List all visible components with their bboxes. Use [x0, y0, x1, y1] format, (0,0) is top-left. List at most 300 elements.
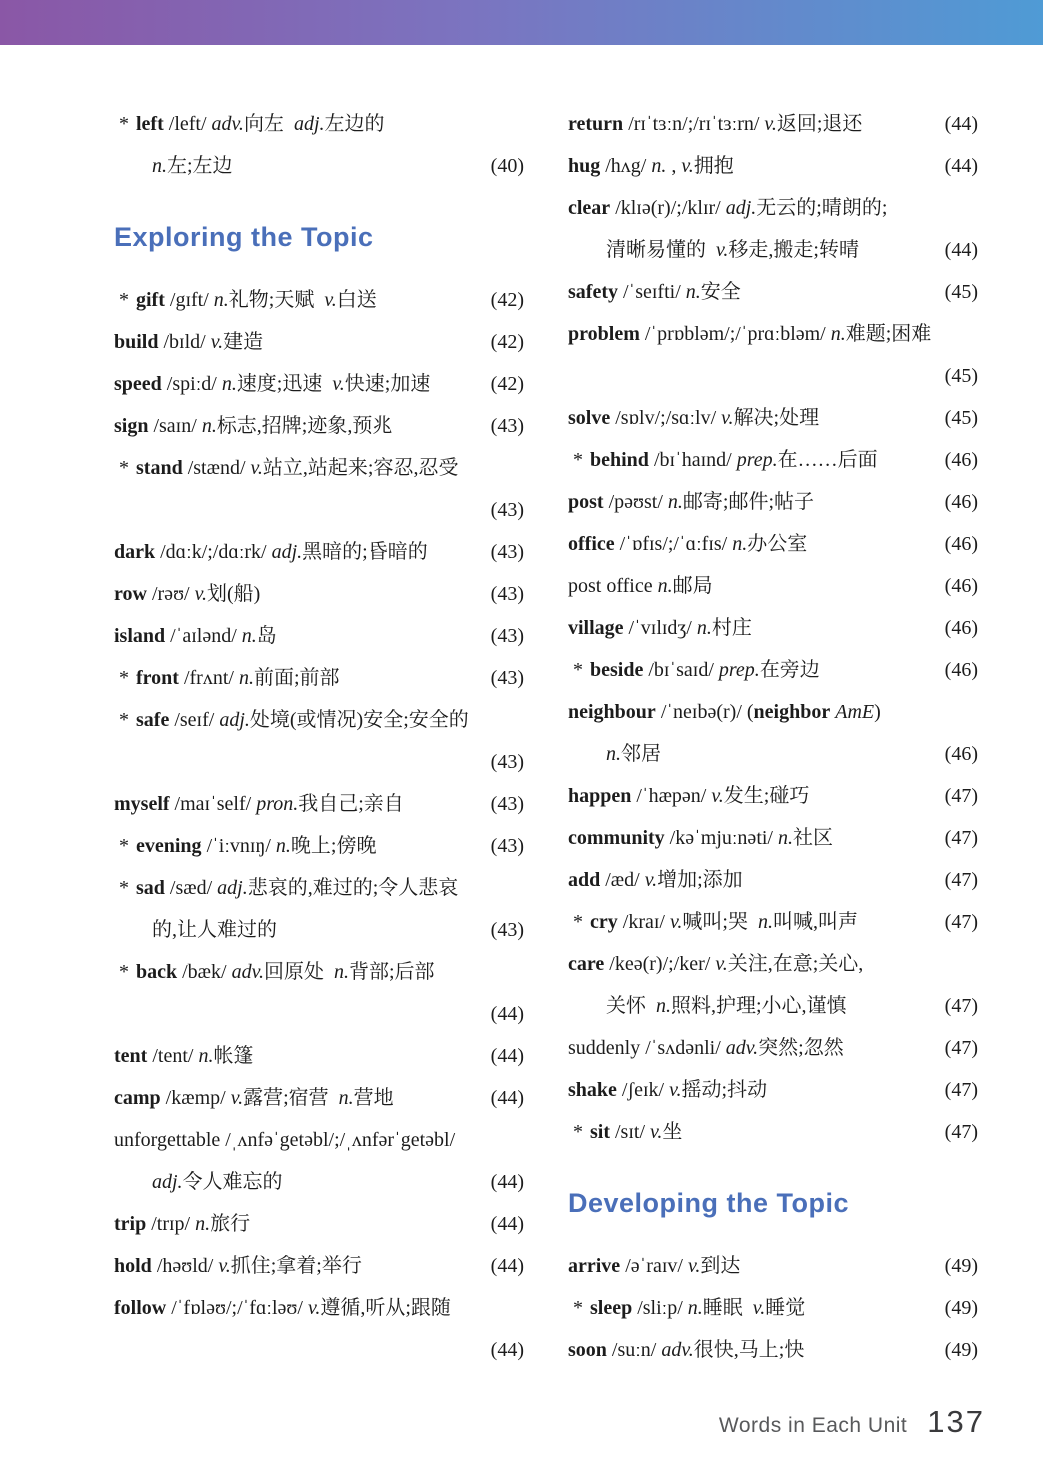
- text-segment: safety: [568, 281, 618, 303]
- entry-text: [573, 439, 878, 481]
- text-segment: /ˈneɪbə(r)/ (: [655, 701, 754, 723]
- text-segment: sit: [590, 1121, 610, 1143]
- text-segment: problem: [568, 323, 640, 345]
- entry-text: [152, 145, 233, 187]
- text-segment: 睡觉: [765, 1297, 806, 1319]
- text-segment: v.: [324, 289, 337, 311]
- entry-text: [568, 1329, 804, 1371]
- vocab-entry-office: [568, 523, 978, 565]
- text-segment: v.: [715, 953, 728, 975]
- text-segment: v.: [669, 1079, 682, 1101]
- text-segment: v.: [650, 1121, 663, 1143]
- text-segment: 划(船): [207, 583, 261, 605]
- text-segment: 解决;处理: [733, 407, 820, 429]
- vocabulary-content: [114, 103, 1043, 1371]
- text-segment: n.: [338, 1087, 354, 1109]
- text-segment: row: [114, 583, 147, 605]
- text-segment: hold: [114, 1255, 152, 1277]
- text-segment: n.: [651, 155, 667, 177]
- entry-line: [114, 573, 524, 615]
- entry-text: [114, 1119, 455, 1161]
- entry-line: [568, 187, 978, 229]
- page-ref: (43): [490, 625, 524, 647]
- vocab-entry-shake: [568, 1069, 978, 1111]
- text-segment: follow: [114, 1297, 167, 1319]
- text-segment: v.: [681, 155, 694, 177]
- text-segment: /ˈvɪlɪdʒ/: [623, 617, 697, 639]
- page-ref: (44): [490, 1045, 524, 1067]
- entry-line: [114, 489, 524, 531]
- entry-line: [568, 103, 978, 145]
- text-segment: 站立,站起来;容忍,忍受: [262, 457, 459, 479]
- text-segment: v.: [210, 331, 224, 353]
- page-ref: (46): [944, 743, 978, 765]
- star-marker: *: [573, 1121, 588, 1143]
- star-marker: *: [573, 659, 588, 681]
- vocab-entry-sign: [114, 405, 524, 447]
- page-ref: (47): [944, 1079, 978, 1101]
- text-segment: 快速;加速: [344, 373, 431, 395]
- entry-text: [114, 405, 392, 447]
- page-ref: (43): [490, 541, 524, 563]
- page-ref: (44): [490, 1339, 524, 1361]
- text-segment: care: [568, 953, 605, 975]
- vocab-entry-row: [114, 573, 524, 615]
- entry-text: [114, 531, 428, 573]
- text-segment: /ˈiːvnɪŋ/: [201, 835, 276, 857]
- text-segment: 增加;添加: [657, 869, 743, 891]
- text-segment: AmE: [835, 701, 875, 723]
- text-segment: /saɪn/: [148, 415, 202, 437]
- page-ref: (40): [490, 155, 524, 177]
- entry-line: [568, 1245, 978, 1287]
- entry-text: [568, 943, 863, 985]
- entry-line: [114, 1329, 524, 1371]
- entry-text: [114, 1203, 250, 1245]
- text-segment: n.: [201, 415, 217, 437]
- text-segment: clear: [568, 197, 611, 219]
- page-ref: (43): [490, 499, 524, 521]
- text-segment: 返回;退还: [776, 113, 863, 135]
- page-ref: (42): [490, 373, 524, 395]
- text-segment: arrive: [568, 1255, 621, 1277]
- text-segment: /ˈhæpən/: [631, 785, 712, 807]
- text-segment: /həʊld/: [151, 1255, 219, 1277]
- section-heading: Developing the Topic: [568, 1188, 850, 1218]
- page-footer: [719, 1404, 985, 1440]
- page-ref: (47): [944, 1037, 978, 1059]
- entry-line: [568, 985, 978, 1027]
- text-segment: 岛: [256, 625, 277, 647]
- text-segment: v.: [711, 785, 724, 807]
- text-segment: adj.: [725, 197, 757, 219]
- vocab-entry-suddenly: [568, 1027, 978, 1069]
- entry-line: [568, 901, 978, 943]
- entry-text: [568, 1027, 844, 1069]
- text-segment: /hʌg/: [600, 155, 652, 177]
- text-segment: /tent/: [147, 1045, 199, 1067]
- text-segment: community: [568, 827, 665, 849]
- entry-line: [114, 783, 524, 825]
- text-segment: 白送: [336, 289, 377, 311]
- page-ref: (44): [944, 113, 978, 135]
- text-segment: 突然;忽然: [758, 1037, 844, 1059]
- text-segment: /sɒlv/;/sɑːlv/: [610, 407, 722, 429]
- entry-line: [114, 321, 524, 363]
- entry-line: [568, 775, 978, 817]
- text-segment: adv.: [231, 961, 264, 983]
- text-segment: /stænd/: [182, 457, 251, 479]
- entry-line: [568, 1111, 978, 1153]
- entry-text: [119, 279, 377, 321]
- text-segment: 村庄: [711, 617, 752, 639]
- text-segment: 发生;碰巧: [723, 785, 810, 807]
- vocab-entry-happen: [568, 775, 978, 817]
- entry-text: [606, 985, 847, 1027]
- text-segment: 背部;后部: [348, 961, 435, 983]
- text-segment: adj.: [293, 113, 325, 135]
- text-segment: /rəʊ/: [146, 583, 195, 605]
- entry-line: [568, 733, 978, 775]
- entry-text: [568, 859, 743, 901]
- star-marker: *: [573, 449, 588, 471]
- text-segment: n.: [657, 575, 673, 597]
- text-segment: 关注,在意;关心,: [727, 953, 864, 975]
- vocab-entry-add: [568, 859, 978, 901]
- text-segment: 关怀: [606, 995, 656, 1017]
- page-ref: (46): [944, 659, 978, 681]
- page-ref: (49): [944, 1297, 978, 1319]
- entry-line: [114, 531, 524, 573]
- text-segment: /ˈseɪfti/: [617, 281, 686, 303]
- text-segment: n.: [685, 281, 701, 303]
- vocab-entry-sit: [568, 1111, 978, 1153]
- entry-text: [152, 909, 277, 951]
- entry-text: [568, 1069, 767, 1111]
- page-ref: (46): [944, 491, 978, 513]
- text-segment: 我自己;亲自: [298, 793, 404, 815]
- text-segment: ,: [666, 155, 682, 177]
- entry-line: [568, 229, 978, 271]
- vocab-entry-sleep: [568, 1287, 978, 1329]
- page-number: 137: [927, 1404, 985, 1439]
- entry-line: [114, 145, 524, 187]
- text-segment: shake: [568, 1079, 617, 1101]
- text-segment: 拥抱: [693, 155, 734, 177]
- text-segment: /klɪə(r)/;/klɪr/: [610, 197, 726, 219]
- text-segment: 在旁边: [759, 659, 820, 681]
- text-segment: 摇动;抖动: [681, 1079, 768, 1101]
- text-segment: n.: [830, 323, 846, 345]
- entry-line: [114, 1077, 524, 1119]
- text-segment: n.: [606, 743, 621, 765]
- page-ref: (47): [944, 1121, 978, 1143]
- text-segment: /bɪˈhaɪnd/: [648, 449, 737, 471]
- vocab-entry-speed: [114, 363, 524, 405]
- page-ref: (43): [490, 793, 524, 815]
- text-segment: sign: [114, 415, 149, 437]
- vocab-entry-follow: [114, 1287, 524, 1371]
- text-segment: n.: [333, 961, 349, 983]
- page-ref: (44): [490, 1171, 524, 1193]
- text-segment: /sæd/: [164, 877, 218, 899]
- entry-text: [568, 397, 819, 439]
- entry-line: [568, 817, 978, 859]
- vocab-entry-problem: [568, 313, 978, 397]
- entry-text: [568, 145, 734, 187]
- text-segment: 叫喊,叫声: [772, 911, 858, 933]
- page-ref: (46): [944, 575, 978, 597]
- text-segment: /kæmp/: [160, 1087, 231, 1109]
- text-segment: /bɪˈsaɪd/: [643, 659, 719, 681]
- text-segment: v.: [721, 407, 734, 429]
- top-gradient-bar: [0, 0, 1043, 45]
- text-segment: 到达: [700, 1255, 741, 1277]
- text-segment: v.: [218, 1255, 231, 1277]
- entry-text: [114, 1287, 451, 1329]
- vocab-entry-back: [114, 951, 524, 1035]
- entry-line: [568, 439, 978, 481]
- vocab-entry-camp: [114, 1077, 524, 1119]
- entry-line: [568, 397, 978, 439]
- entry-text: [119, 825, 376, 867]
- text-segment: sleep: [590, 1297, 633, 1319]
- text-segment: /ˈprɒbləm/;/ˈprɑːbləm/: [639, 323, 831, 345]
- text-segment: v.: [764, 113, 777, 135]
- star-marker: *: [119, 113, 134, 135]
- text-segment: /æd/: [600, 869, 645, 891]
- text-segment: 办公室: [747, 533, 808, 555]
- entry-text: [119, 447, 458, 489]
- page-ref: (44): [490, 1087, 524, 1109]
- text-segment: 左;左边: [167, 155, 233, 177]
- text-segment: 在……后面: [777, 449, 878, 471]
- text-segment: 清晰易懂的: [606, 239, 716, 261]
- page-ref: (43): [490, 667, 524, 689]
- text-segment: /dɑːk/;/dɑːrk/: [155, 541, 272, 563]
- text-segment: adj.: [217, 877, 248, 899]
- text-segment: v.: [752, 1297, 766, 1319]
- entry-text: [114, 1035, 253, 1077]
- text-segment: /rɪˈtɜːn/;/rɪˈtɜːrn/: [623, 113, 765, 135]
- entry-line: [114, 615, 524, 657]
- entry-line: [114, 447, 524, 489]
- text-segment: 前面;前部: [253, 667, 340, 689]
- entry-line: [114, 405, 524, 447]
- entry-line: [568, 355, 978, 397]
- text-segment: 邮局: [672, 575, 713, 597]
- vocab-entry-island: [114, 615, 524, 657]
- page-ref: (47): [944, 827, 978, 849]
- page-ref: (45): [944, 365, 978, 387]
- text-segment: /left/: [163, 113, 212, 135]
- page-ref: (46): [944, 449, 978, 471]
- text-segment: 难题;困难: [845, 323, 932, 345]
- vocab-entry-return: [568, 103, 978, 145]
- entry-text: [568, 775, 809, 817]
- text-segment: /frʌnt/: [178, 667, 239, 689]
- page-ref: (44): [944, 239, 978, 261]
- vocab-entry-beside: [568, 649, 978, 691]
- page-ref: (44): [944, 155, 978, 177]
- page-ref: (44): [490, 1213, 524, 1235]
- entry-text: [114, 783, 404, 825]
- text-segment: safe: [136, 709, 170, 731]
- text-segment: v.: [194, 583, 208, 605]
- text-segment: 晚上;傍晚: [290, 835, 377, 857]
- entry-text: [568, 1245, 740, 1287]
- star-marker: *: [573, 911, 588, 933]
- text-segment: back: [136, 961, 178, 983]
- text-segment: office: [568, 533, 615, 555]
- entry-line: [114, 657, 524, 699]
- vocab-entry-trip: [114, 1203, 524, 1245]
- text-segment: ): [874, 701, 881, 723]
- entry-line: [114, 867, 524, 909]
- text-segment: 礼物;天赋: [228, 289, 325, 311]
- page-ref: (44): [490, 1255, 524, 1277]
- entry-line: [568, 607, 978, 649]
- text-segment: n.: [687, 1297, 703, 1319]
- entry-text: [568, 565, 713, 607]
- text-segment: 速度;迅速: [236, 373, 333, 395]
- text-segment: 社区: [792, 827, 833, 849]
- star-marker: *: [119, 667, 134, 689]
- star-marker: *: [573, 1297, 588, 1319]
- entry-line: [568, 145, 978, 187]
- text-segment: 很快,马上;快: [693, 1339, 805, 1361]
- text-segment: n.: [656, 995, 671, 1017]
- entry-text: [119, 867, 458, 909]
- entry-line: [114, 993, 524, 1035]
- text-segment: n.: [241, 625, 257, 647]
- vocab-entry-village: [568, 607, 978, 649]
- page-ref: (43): [490, 751, 524, 773]
- text-segment: speed: [114, 373, 162, 395]
- text-segment: n.: [195, 1213, 211, 1235]
- text-segment: n.: [732, 533, 748, 555]
- vocab-entry-tent: [114, 1035, 524, 1077]
- entry-text: [119, 699, 469, 741]
- text-segment: /spiːd/: [161, 373, 222, 395]
- text-segment: 向左: [243, 113, 294, 135]
- entry-text: [573, 649, 820, 691]
- text-segment: myself: [114, 793, 170, 815]
- text-segment: adv.: [725, 1037, 759, 1059]
- vocab-entry-cry: [568, 901, 978, 943]
- entry-line: [114, 1161, 524, 1203]
- text-segment: tent: [114, 1045, 148, 1067]
- text-segment: v.: [230, 1087, 244, 1109]
- entry-text: [568, 523, 807, 565]
- page-ref: (49): [944, 1339, 978, 1361]
- vocab-entry-stand: [114, 447, 524, 531]
- vocab-entry-post-office: [568, 565, 978, 607]
- text-segment: n.: [213, 289, 229, 311]
- vocab-entry-behind: [568, 439, 978, 481]
- text-segment: 标志,招牌;迹象,预兆: [216, 415, 393, 437]
- vocab-entry-post: [568, 481, 978, 523]
- entry-line: [568, 1069, 978, 1111]
- page-ref: (47): [944, 869, 978, 891]
- text-segment: 露营;宿营: [243, 1087, 339, 1109]
- left-column: [114, 103, 524, 1371]
- vocab-entry-safe: [114, 699, 524, 783]
- text-segment: return: [568, 113, 624, 135]
- text-segment: cry: [590, 911, 618, 933]
- text-segment: 坐: [662, 1121, 683, 1143]
- star-marker: *: [119, 289, 134, 311]
- text-segment: n.: [757, 911, 773, 933]
- text-segment: gift: [136, 289, 165, 311]
- page-ref: (42): [490, 331, 524, 353]
- page-ref: (49): [944, 1255, 978, 1277]
- page-ref: (47): [944, 911, 978, 933]
- entry-line: [568, 691, 978, 733]
- vocab-entry-gift: [114, 279, 524, 321]
- entry-line: [568, 565, 978, 607]
- text-segment: 处境(或情况)安全;安全的: [249, 709, 469, 731]
- section-heading: Exploring the Topic: [114, 222, 374, 252]
- entry-line: [114, 1119, 524, 1161]
- entry-text: [152, 1161, 283, 1203]
- text-segment: n.: [238, 667, 254, 689]
- page-ref: (47): [944, 995, 978, 1017]
- text-segment: 照料,护理;小心,谨慎: [671, 995, 847, 1017]
- page-ref: (43): [490, 919, 524, 941]
- entry-text: [568, 187, 887, 229]
- text-segment: /trɪp/: [146, 1213, 196, 1235]
- entry-line: [568, 271, 978, 313]
- vocab-entry-care: [568, 943, 978, 1027]
- vocab-entry-dark: [114, 531, 524, 573]
- entry-text: [568, 607, 752, 649]
- page-ref: (44): [490, 1003, 524, 1025]
- entry-text: [568, 313, 931, 355]
- text-segment: /seɪf/: [169, 709, 220, 731]
- entry-text: [114, 615, 277, 657]
- text-segment: hug: [568, 155, 601, 177]
- text-segment: 邮寄;邮件;帖子: [682, 491, 815, 513]
- text-segment: post office: [568, 575, 658, 597]
- text-segment: neighbour: [568, 701, 656, 723]
- entry-line: [568, 943, 978, 985]
- text-segment: n.: [152, 155, 167, 177]
- text-segment: unforgettable /ˌʌnfəˈgetəbl/;/ˌʌnfərˈgetəbl/: [114, 1129, 456, 1151]
- text-segment: post: [568, 491, 604, 513]
- vocab-entry-arrive: [568, 1245, 978, 1287]
- text-segment: /bɪld/: [158, 331, 211, 353]
- star-marker: *: [119, 709, 134, 731]
- text-segment: v.: [669, 911, 683, 933]
- text-segment: front: [136, 667, 179, 689]
- text-segment: v.: [250, 457, 263, 479]
- text-segment: pron.: [256, 793, 299, 815]
- page-ref: (47): [944, 785, 978, 807]
- text-segment: island: [114, 625, 166, 647]
- text-segment: left: [136, 113, 164, 135]
- entry-line: [114, 909, 524, 951]
- vocab-entry-soon: [568, 1329, 978, 1371]
- page-ref: (45): [944, 281, 978, 303]
- entry-text: [119, 657, 340, 699]
- text-segment: 回原处: [263, 961, 334, 983]
- star-marker: *: [119, 877, 134, 899]
- text-segment: 帐篷: [213, 1045, 254, 1067]
- text-segment: 邻居: [621, 743, 661, 765]
- text-segment: n.: [275, 835, 291, 857]
- star-marker: *: [119, 961, 134, 983]
